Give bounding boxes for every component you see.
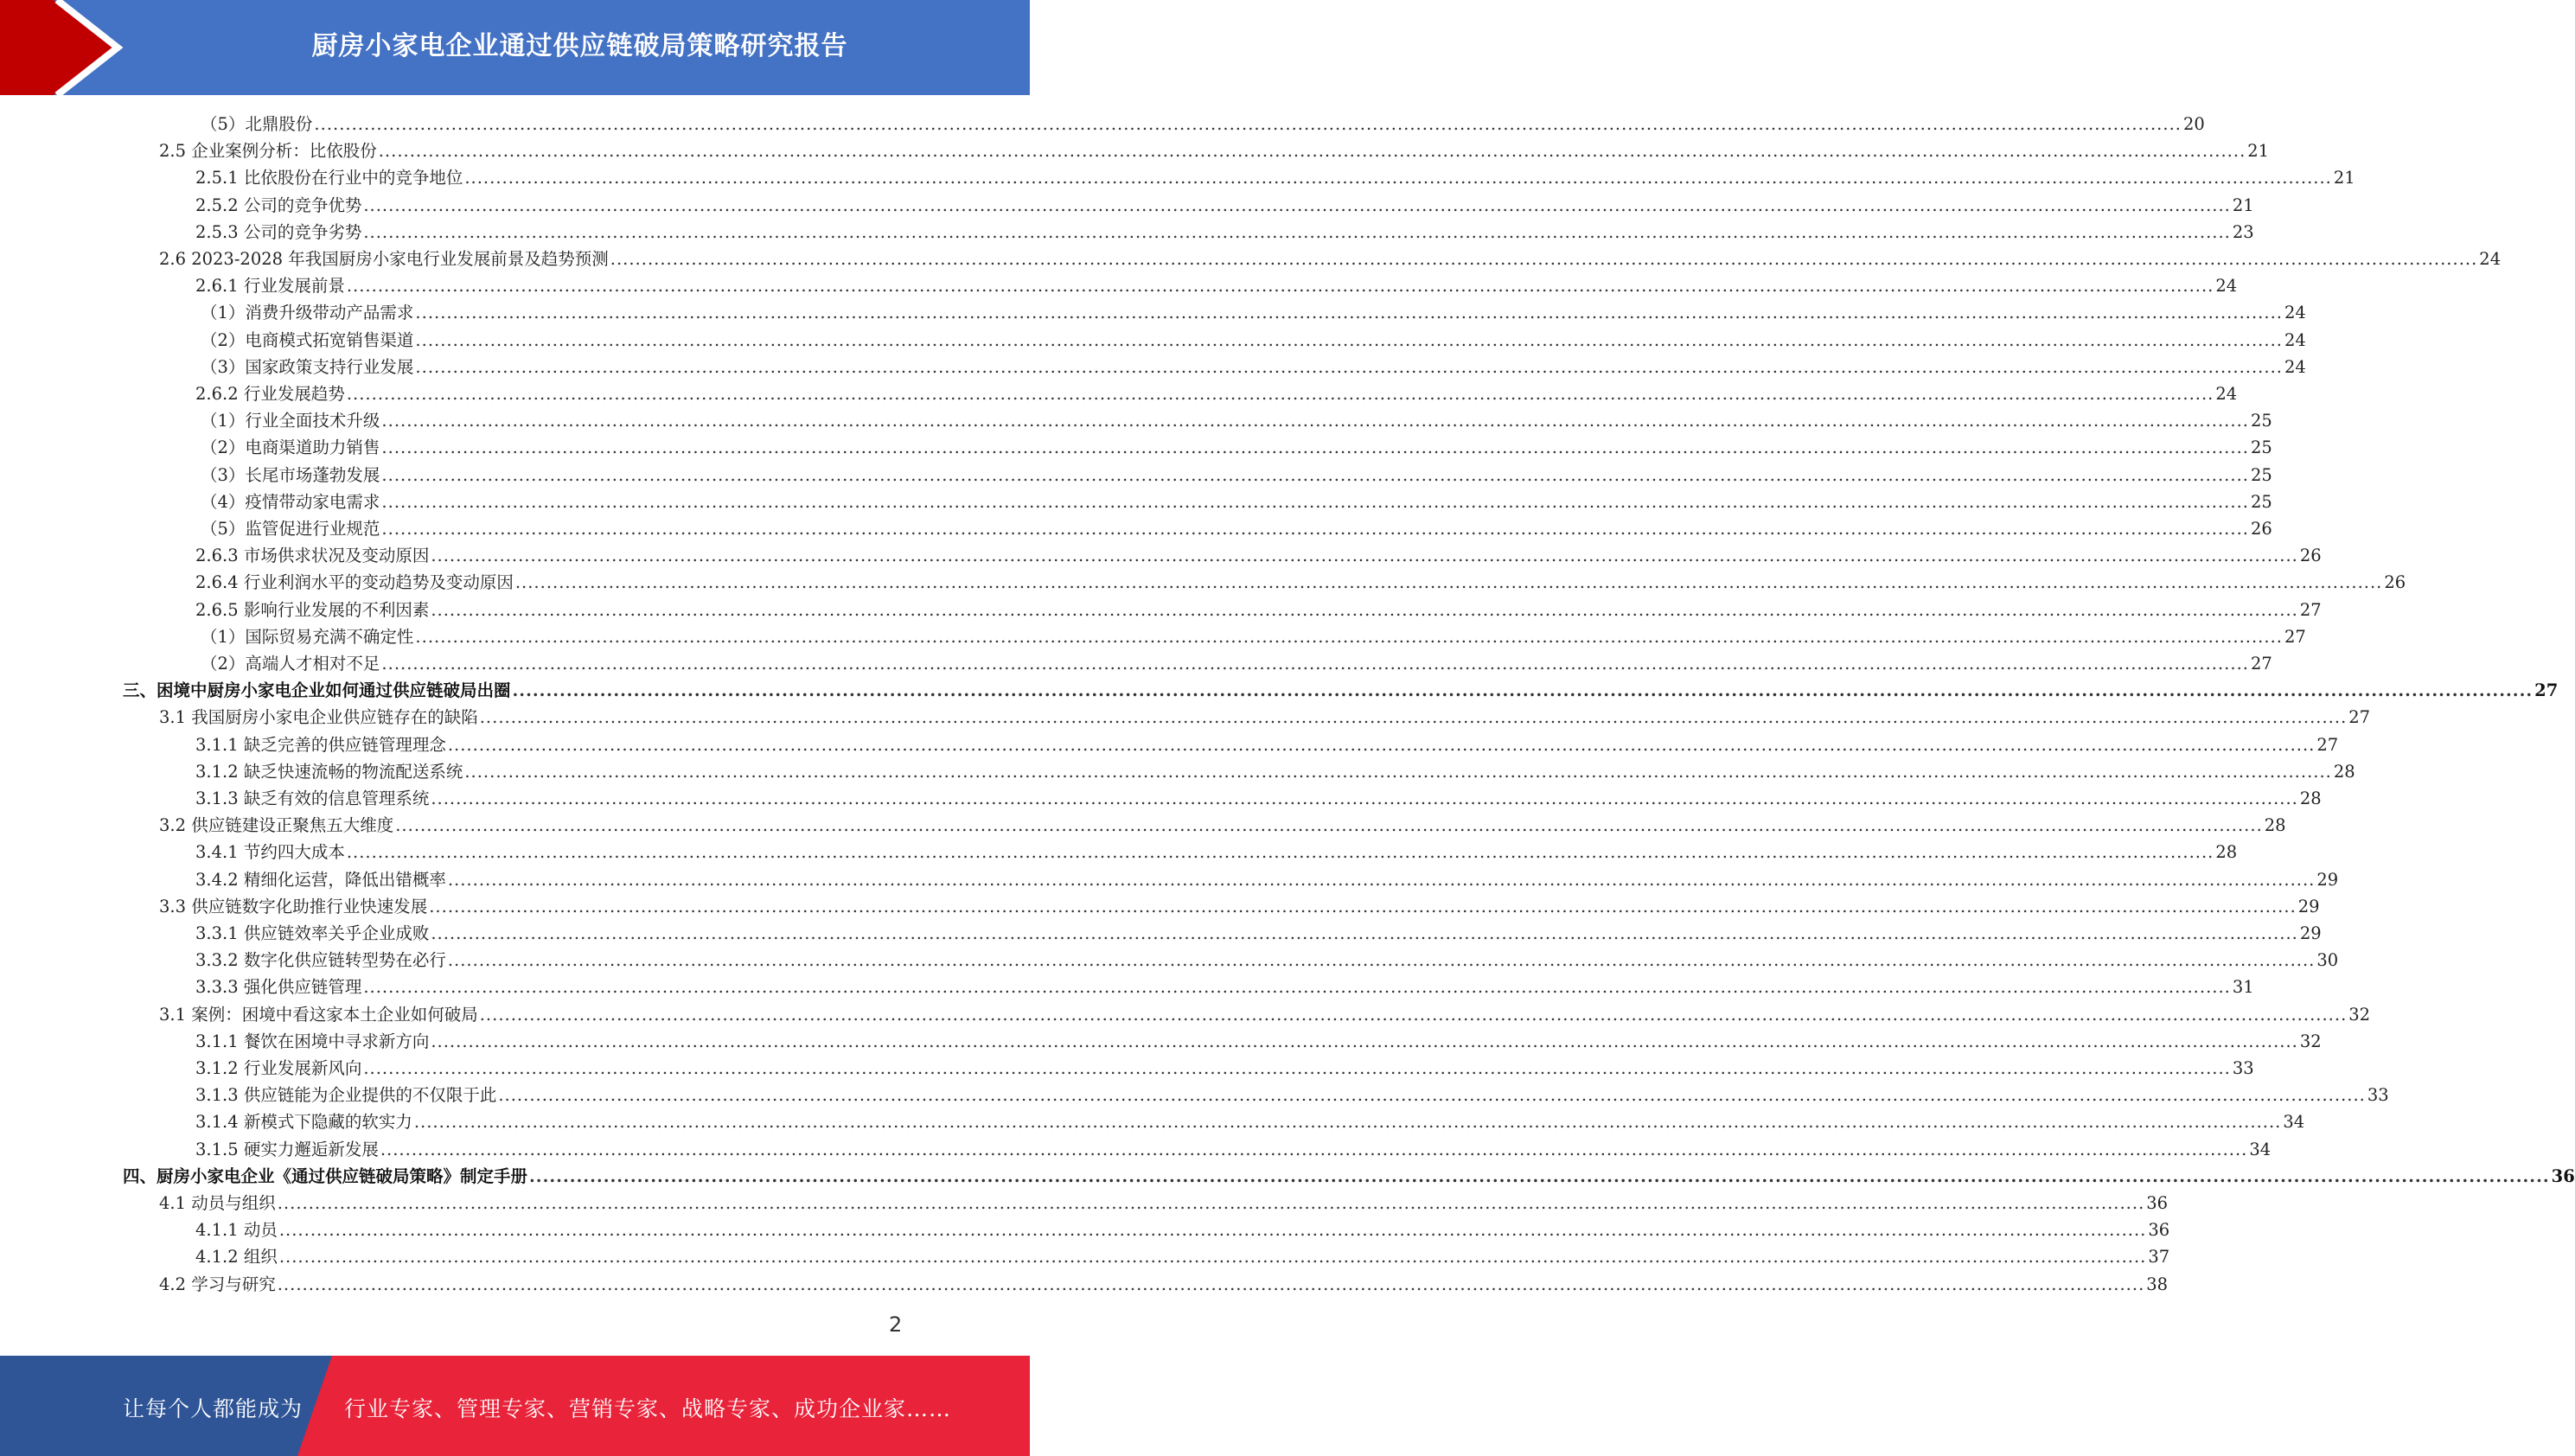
toc-entry-page: 32 <box>2348 1005 2371 1025</box>
toc-entry-page: 26 <box>2250 519 2272 539</box>
toc-entry-page: 21 <box>2333 168 2355 188</box>
footer-slogan: 让每个人都能成为 <box>123 1396 304 1421</box>
toc-dot-leader: ............................................................................................................................................................................................................................................................................................................ <box>447 735 2316 755</box>
toc-entry[interactable] <box>159 1001 2371 1028</box>
toc-dot-leader: ............................................................................................................................................................................................................................................................................................................ <box>447 950 2316 970</box>
toc-entry-page: 25 <box>2250 411 2272 431</box>
toc-entry[interactable] <box>159 1271 2169 1298</box>
toc-entry[interactable] <box>195 542 2322 569</box>
toc-entry-label: 2.6.3 市场供求状况及变动原因 <box>195 546 430 565</box>
toc-entry-label: 3.1.4 新模式下隐藏的软实力 <box>195 1112 412 1132</box>
toc-entry[interactable] <box>159 704 2371 731</box>
toc-entry-page: 29 <box>2316 870 2339 890</box>
toc-entry-page: 25 <box>2250 492 2272 512</box>
toc-entry-label: 3.4.2 精细化运营，降低出错概率 <box>195 870 446 890</box>
toc-entry[interactable] <box>195 1055 2254 1082</box>
toc-entry-label: 2.6.2 行业发展趋势 <box>195 384 345 404</box>
toc-entry[interactable] <box>195 1217 2170 1243</box>
toc-entry-label: （1）国际贸易充满不确定性 <box>201 627 414 647</box>
toc-entry-page: 24 <box>2284 303 2306 322</box>
toc-entry-label: 3.3 供应链数字化助推行业快速发展 <box>159 897 428 916</box>
toc-entry-label: 3.3.2 数字化供应链转型势在必行 <box>195 950 446 970</box>
toc-entry-page: 34 <box>2283 1112 2305 1132</box>
toc-entry-label: 3.3.1 供应链效率关乎企业成败 <box>195 923 430 943</box>
toc-entry[interactable] <box>159 246 2502 272</box>
toc-dot-leader: ............................................................................................................................................................................................................................................................................................................ <box>431 600 2298 620</box>
toc-dot-leader: ............................................................................................................................................................................................................................................................................................................ <box>431 923 2298 943</box>
toc-entry[interactable] <box>195 839 2238 865</box>
toc-entry-page: 23 <box>2232 222 2254 242</box>
toc-entry[interactable] <box>195 164 2355 191</box>
toc-entry-page: 27 <box>2534 680 2559 700</box>
toc-dot-leader: ............................................................................................................................................................................................................................................................................................................ <box>381 437 2249 457</box>
toc-entry[interactable] <box>159 1190 2169 1217</box>
toc-entry[interactable] <box>201 434 2272 461</box>
toc-entry-page: 33 <box>2232 1058 2254 1078</box>
toc-entry-page: 20 <box>2182 114 2205 134</box>
toc-entry-label: 2.6 2023-2028 年我国厨房小家电行业发展前景及趋势预测 <box>159 249 609 269</box>
toc-entry-label: 3.1.3 缺乏有效的信息管理系统 <box>195 789 430 808</box>
toc-entry-page: 25 <box>2250 465 2272 485</box>
toc-entry-label: 2.5.3 公司的竞争劣势 <box>195 222 362 242</box>
toc-dot-leader: ............................................................................................................................................................................................................................................................................................................ <box>413 1112 2282 1132</box>
toc-entry-label: 2.5.2 公司的竞争优势 <box>195 195 362 215</box>
toc-entry-page: 28 <box>2264 815 2286 835</box>
toc-entry[interactable] <box>195 597 2322 623</box>
toc-dot-leader: ............................................................................................................................................................................................................................................................................................................ <box>378 141 2246 161</box>
toc-dot-leader: ............................................................................................................................................................................................................................................................................................................ <box>610 249 2478 269</box>
toc-entry-page: 24 <box>2215 276 2238 296</box>
toc-entry-page: 30 <box>2316 950 2339 970</box>
toc-entry-label: （5）监管促进行业规范 <box>201 519 380 539</box>
toc-entry[interactable] <box>201 407 2272 434</box>
toc-entry-label: 3.1.2 缺乏快速流畅的物流配送系统 <box>195 762 463 782</box>
toc-entry-page: 27 <box>2348 707 2371 727</box>
toc-dot-leader: ............................................................................................................................................................................................................................................................................................................ <box>464 762 2332 782</box>
page-footer <box>0 1356 1030 1456</box>
toc-dot-leader: ............................................................................................................................................................................................................................................................................................................ <box>479 707 2348 727</box>
toc-entry[interactable] <box>201 650 2272 677</box>
toc-dot-leader: ............................................................................................................................................................................................................................................................................................................ <box>415 627 2283 647</box>
toc-dot-leader: ............................................................................................................................................................................................................................................................................................................ <box>346 384 2214 404</box>
toc-dot-leader: ............................................................................................................................................................................................................................................................................................................ <box>277 1193 2145 1213</box>
toc-dot-leader: ............................................................................................................................................................................................................................................................................................................ <box>395 815 2263 835</box>
page-number: 2 <box>889 1312 903 1337</box>
toc-entry-page: 24 <box>2479 249 2502 269</box>
toc-entry-page: 27 <box>2299 600 2322 620</box>
toc-entry-page: 27 <box>2316 735 2339 755</box>
toc-entry[interactable] <box>195 758 2355 785</box>
toc-entry-page: 26 <box>2384 572 2406 592</box>
toc-entry-label: 3.1.1 缺乏完善的供应链管理理念 <box>195 735 446 755</box>
toc-dot-leader: ............................................................................................................................................................................................................................................................................................................ <box>415 303 2283 322</box>
toc-entry-page: 31 <box>2232 977 2254 997</box>
report-title: 厨房小家电企业通过供应链破局策略研究报告 <box>311 31 848 61</box>
toc-entry-page: 34 <box>2249 1140 2271 1159</box>
toc-entry-page: 24 <box>2284 357 2306 377</box>
toc-dot-leader: ............................................................................................................................................................................................................................................................................................................ <box>479 1005 2348 1025</box>
toc-entry-label: 3.1.1 餐饮在困境中寻求新方向 <box>195 1031 430 1051</box>
toc-entry[interactable] <box>195 731 2339 758</box>
toc-entry-page: 27 <box>2250 654 2272 674</box>
toc-entry[interactable] <box>195 974 2254 1000</box>
toc-entry-page: 28 <box>2333 762 2355 782</box>
toc-entry-page: 36 <box>2148 1220 2170 1240</box>
toc-dot-leader: ............................................................................................................................................................................................................................................................................................................ <box>415 330 2283 350</box>
toc-entry-page: 29 <box>2297 897 2320 916</box>
toc-entry-label: （3）长尾市场蓬勃发展 <box>201 465 380 485</box>
toc-entry[interactable] <box>201 623 2306 650</box>
toc-entry-page: 27 <box>2284 627 2306 647</box>
toc-entry[interactable] <box>201 462 2272 489</box>
toc-entry-label: （1）行业全面技术升级 <box>201 411 380 431</box>
toc-entry-label: 三、困境中厨房小家电企业如何通过供应链破局出圈 <box>123 680 511 700</box>
toc-dot-leader: ............................................................................................................................................................................................................................................................................................................ <box>512 680 2533 700</box>
toc-entry-page: 32 <box>2299 1031 2322 1051</box>
toc-entry[interactable] <box>195 1243 2170 1270</box>
toc-entry[interactable] <box>195 1082 2389 1108</box>
toc-entry[interactable] <box>195 785 2322 812</box>
toc-entry[interactable] <box>195 219 2254 246</box>
toc-entry-label: 2.6.4 行业利润水平的变动趋势及变动原因 <box>195 572 514 592</box>
toc-dot-leader: ............................................................................................................................................................................................................................................................................................................ <box>447 870 2316 890</box>
toc-entry-page: 37 <box>2148 1247 2170 1267</box>
page-header <box>0 0 1030 95</box>
toc-entry[interactable] <box>201 111 2205 137</box>
toc-entry-label: 2.5 企业案例分析：比依股份 <box>159 141 377 161</box>
toc-dot-leader: ............................................................................................................................................................................................................................................................................................................ <box>381 654 2249 674</box>
toc-dot-leader: ............................................................................................................................................................................................................................................................................................................ <box>464 168 2332 188</box>
toc-entry-page: 28 <box>2299 789 2322 808</box>
toc-dot-leader: ............................................................................................................................................................................................................................................................................................................ <box>429 897 2297 916</box>
toc-entry[interactable] <box>201 515 2272 542</box>
toc-entry-label: （3）国家政策支持行业发展 <box>201 357 414 377</box>
toc-dot-leader: ............................................................................................................................................................................................................................................................................................................ <box>277 1274 2145 1294</box>
toc-dot-leader: ............................................................................................................................................................................................................................................................................................................ <box>363 1058 2231 1078</box>
toc-entry[interactable] <box>195 947 2339 974</box>
toc-entry-label: 3.1.3 供应链能为企业提供的不仅限于此 <box>195 1085 497 1105</box>
toc-entry-label: （2）电商模式拓宽销售渠道 <box>201 330 414 350</box>
toc-entry-label: 3.2 供应链建设正聚焦五大维度 <box>159 815 394 835</box>
toc-entry-label: 2.6.5 影响行业发展的不利因素 <box>195 600 430 620</box>
toc-entry[interactable] <box>195 1108 2305 1135</box>
toc-entry-label: 3.1.2 行业发展新风向 <box>195 1058 362 1078</box>
toc-dot-leader: ............................................................................................................................................................................................................................................................................................................ <box>431 789 2298 808</box>
toc-dot-leader: ............................................................................................................................................................................................................................................................................................................ <box>381 519 2249 539</box>
toc-dot-leader: ............................................................................................................................................................................................................................................................................................................ <box>514 572 2383 592</box>
toc-dot-leader: ............................................................................................................................................................................................................................................................................................................ <box>498 1085 2366 1105</box>
toc-dot-leader: ............................................................................................................................................................................................................................................................................................................ <box>346 276 2214 296</box>
toc-dot-leader: ............................................................................................................................................................................................................................................................................................................ <box>529 1166 2550 1186</box>
toc-entry-page: 29 <box>2299 923 2322 943</box>
toc-entry-label: 4.2 学习与研究 <box>159 1274 276 1294</box>
toc-chapter-entry[interactable] <box>123 677 2559 704</box>
toc-entry-label: 3.1 我国厨房小家电企业供应链存在的缺陷 <box>159 707 478 727</box>
toc-entry-label: 2.5.1 比依股份在行业中的竞争地位 <box>195 168 463 188</box>
toc-entry[interactable] <box>195 569 2406 596</box>
toc-dot-leader: ............................................................................................................................................................................................................................................................................................................ <box>278 1220 2147 1240</box>
toc-dot-leader: ............................................................................................................................................................................................................................................................................................................ <box>380 1140 2248 1159</box>
toc-entry-label: 4.1.2 组织 <box>195 1247 278 1267</box>
toc-entry-label: （4）疫情带动家电需求 <box>201 492 380 512</box>
toc-entry-page: 26 <box>2299 546 2322 565</box>
toc-dot-leader: ............................................................................................................................................................................................................................................................................................................ <box>363 977 2231 997</box>
toc-entry-page: 21 <box>2232 195 2254 215</box>
toc-dot-leader: ............................................................................................................................................................................................................................................................................................................ <box>363 222 2231 242</box>
toc-entry-label: （2）电商渠道助力销售 <box>201 437 380 457</box>
toc-entry[interactable] <box>201 354 2306 380</box>
toc-entry[interactable] <box>195 920 2322 947</box>
toc-entry-label: （5）北鼎股份 <box>201 114 313 134</box>
toc-entry-page: 36 <box>2146 1193 2169 1213</box>
toc-entry-page: 28 <box>2215 842 2238 862</box>
toc-entry[interactable] <box>159 137 2270 164</box>
toc-entry-label: 3.3.3 强化供应链管理 <box>195 977 362 997</box>
toc-entry[interactable] <box>159 893 2320 920</box>
toc-entry[interactable] <box>195 192 2254 219</box>
toc-entry-label: 4.1 动员与组织 <box>159 1193 276 1213</box>
toc-entry[interactable] <box>159 812 2286 839</box>
toc-entry-page: 24 <box>2284 330 2306 350</box>
footer-roles: 行业专家、管理专家、营销专家、战略专家、成功企业家…… <box>344 1396 952 1421</box>
toc-entry-label: （2）高端人才相对不足 <box>201 654 380 674</box>
toc-dot-leader: ............................................................................................................................................................................................................................................................................................................ <box>363 195 2231 215</box>
toc-entry[interactable] <box>201 489 2272 515</box>
toc-entry[interactable] <box>195 866 2339 893</box>
toc-dot-leader: ............................................................................................................................................................................................................................................................................................................ <box>431 546 2298 565</box>
toc-entry-label: 3.1 案例：困境中看这家本土企业如何破局 <box>159 1005 478 1025</box>
toc-entry-label: 3.4.1 节约四大成本 <box>195 842 345 862</box>
toc-entry-label: 3.1.5 硬实力邂逅新发展 <box>195 1140 379 1159</box>
toc-entry[interactable] <box>195 1136 2271 1163</box>
toc-entry[interactable] <box>201 299 2306 326</box>
toc-entry-label: 2.6.1 行业发展前景 <box>195 276 345 296</box>
toc-chapter-entry[interactable] <box>123 1163 2575 1190</box>
toc-entry-label: （1）消费升级带动产品需求 <box>201 303 414 322</box>
toc-dot-leader: ............................................................................................................................................................................................................................................................................................................ <box>278 1247 2147 1267</box>
toc-entry-page: 24 <box>2215 384 2238 404</box>
toc-dot-leader: ............................................................................................................................................................................................................................................................................................................ <box>346 842 2214 862</box>
toc-entry-page: 33 <box>2367 1085 2389 1105</box>
toc-entry[interactable] <box>195 272 2238 299</box>
toc-entry-page: 38 <box>2146 1274 2169 1294</box>
toc-entry[interactable] <box>201 327 2306 354</box>
toc-entry[interactable] <box>195 380 2238 407</box>
toc-entry-page: 36 <box>2551 1166 2575 1186</box>
toc-dot-leader: ............................................................................................................................................................................................................................................................................................................ <box>431 1031 2298 1051</box>
toc-dot-leader: ............................................................................................................................................................................................................................................................................................................ <box>314 114 2182 134</box>
toc-dot-leader: ............................................................................................................................................................................................................................................................................................................ <box>415 357 2283 377</box>
toc-entry-page: 25 <box>2250 437 2272 457</box>
toc-entry-label: 4.1.1 动员 <box>195 1220 278 1240</box>
toc-entry-label: 四、厨房小家电企业《通过供应链破局策略》制定手册 <box>123 1166 528 1186</box>
toc-dot-leader: ............................................................................................................................................................................................................................................................................................................ <box>381 411 2249 431</box>
toc-dot-leader: ............................................................................................................................................................................................................................................................................................................ <box>381 492 2249 512</box>
toc-entry[interactable] <box>195 1028 2322 1055</box>
toc-entry-page: 21 <box>2247 141 2270 161</box>
toc-dot-leader: ............................................................................................................................................................................................................................................................................................................ <box>381 465 2249 485</box>
